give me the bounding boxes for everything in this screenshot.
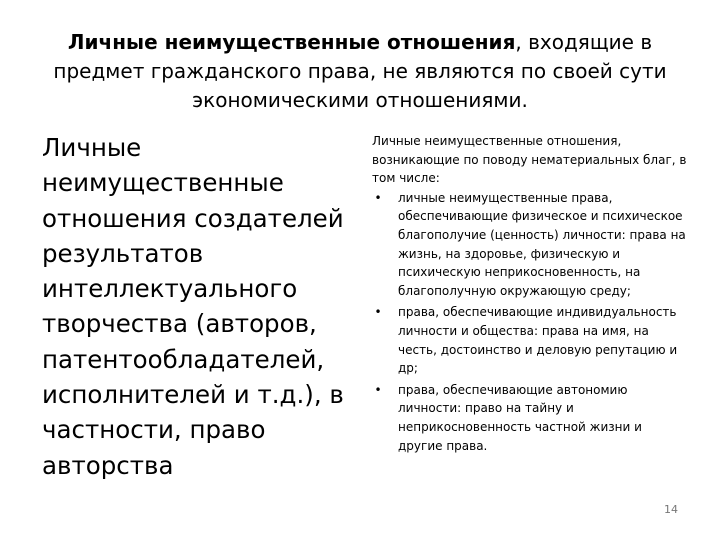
right-column (372, 132, 690, 458)
bullet-icon: • (374, 305, 382, 320)
list-item (372, 381, 690, 455)
bullet-list (372, 189, 690, 455)
list-item-text: права, обеспечивающие автономию личности: право на тайну и неприкосновенность частной жизни и другие права. (398, 382, 642, 453)
slide-title (40, 28, 680, 115)
right-intro: Личные неимущественные отношения, возникающие по поводу нематериальных благ, в том числе: (372, 134, 687, 186)
page-number: 14 (664, 503, 678, 516)
title-rest-part: , входящие в предмет гражданского права, не являются по своей сути экономическими отношениями. (53, 30, 667, 112)
bullet-icon: • (374, 190, 382, 205)
title-bold-part: Личные неимущественные отношения (67, 30, 516, 54)
list-item-text: личные неимущественные права, обеспечивающие физическое и психическое благополучие (ценность) личности: права на жизнь, на здоровье, физическую и психическую неприкосновенность, на благополучную окружающую среду; (398, 190, 686, 298)
list-item (372, 189, 690, 301)
left-column-text: Личные неимущественные отношения создателей результатов интеллектуального творчества (авторов, патентообладателей, исполнителей и т.д.), в частности, право авторства (42, 133, 344, 480)
list-item (372, 303, 690, 377)
bullet-icon: • (374, 382, 382, 397)
list-item-text: права, обеспечивающие индивидуальность личности и общества: права на имя, на честь, достоинство и деловую репутацию и др; (398, 305, 678, 376)
